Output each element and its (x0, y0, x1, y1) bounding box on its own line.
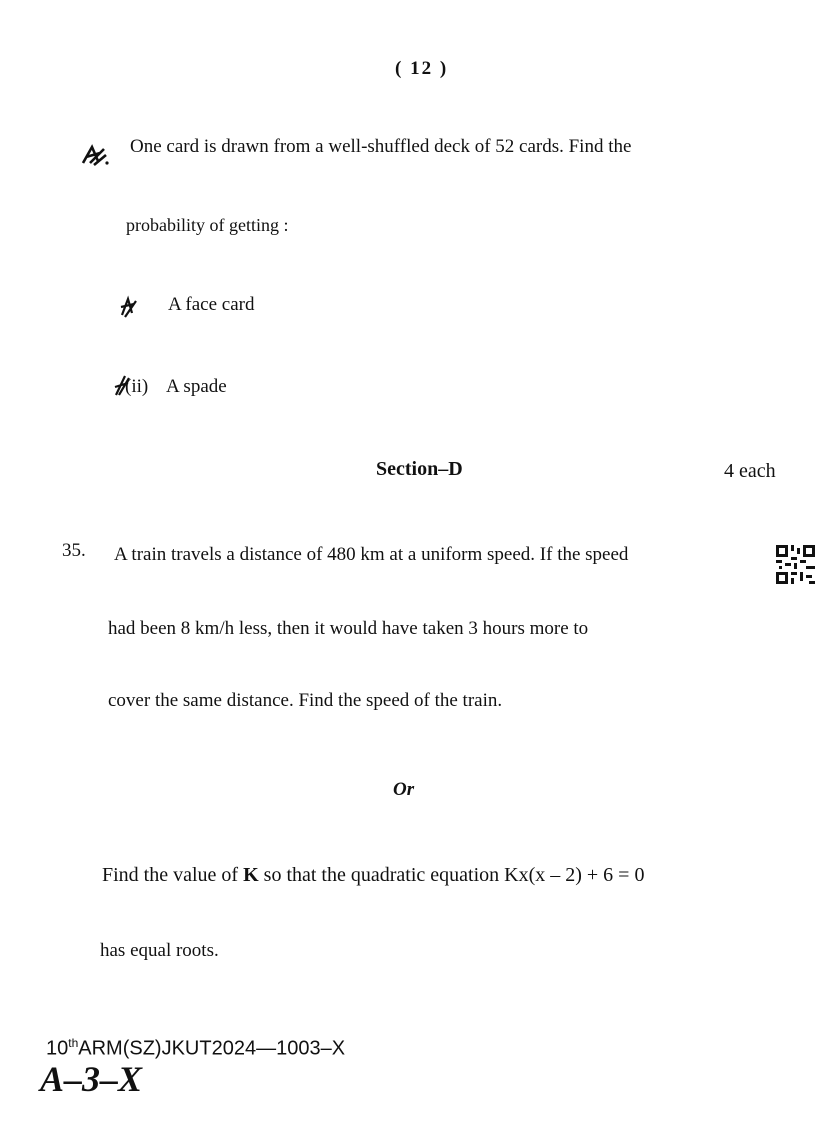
option-2-text: A spade (166, 376, 227, 397)
option-2-label: (ii) (125, 376, 149, 397)
question-34-text-line1: One card is drawn from a well-shuffled deck of 52 cards. Find the (130, 136, 632, 157)
page-number: ( 12 ) (395, 58, 449, 79)
option-1-label (140, 294, 158, 316)
qr-code-icon (776, 545, 815, 584)
or-label: Or (393, 779, 415, 800)
question-35-text-line3: cover the same distance. Find the speed of the train. (108, 690, 503, 711)
question-35-text-line1: A train travels a distance of 480 km at a uniform speed. If the speed (114, 544, 629, 565)
alternate-question-text-line2: has equal roots. (100, 940, 219, 961)
footer-code-rest: ARM(SZ)JKUT2024—1003–X (78, 1037, 346, 1060)
question-number-scribble (80, 143, 110, 167)
question-35-text-line2: had been 8 km/h less, then it would have taken 3 hours more to (108, 618, 589, 639)
alternate-question-text-line1 (102, 864, 644, 887)
footer-paper-code (46, 1036, 345, 1061)
k-variable: K (243, 864, 259, 886)
footer-code-superscript: th (68, 1036, 79, 1050)
alternate-question-middle: so that the quadratic equation (258, 864, 505, 886)
section-title: Section–D (376, 458, 463, 480)
footer-code-prefix: 10 (46, 1037, 69, 1060)
option-1-check-mark (118, 295, 140, 319)
question-34-text-line2: probability of getting : (126, 215, 289, 235)
footer-series-code: A–3–X (40, 1059, 143, 1099)
section-marks: 4 each (724, 460, 776, 482)
option-1-text: A face card (168, 294, 255, 315)
question-35-number: 35. (62, 540, 86, 561)
quadratic-equation: Kx(x – 2) + 6 = 0 (504, 864, 645, 886)
alternate-question-prefix: Find the value of (102, 864, 244, 886)
